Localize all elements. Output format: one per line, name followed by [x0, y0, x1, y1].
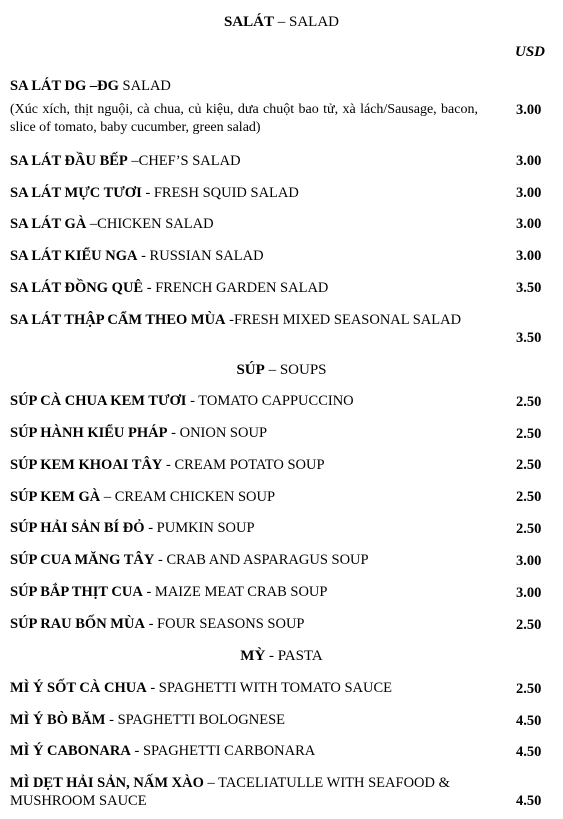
menu-item-dg-salad: SA LÁT DG –ĐG SALAD: [10, 78, 171, 94]
menu-item-taceliatulle-seafood: MÌ DẸT HẢI SẢN, NẤM XÀO – TACELIATULLE WITH SEAFOOD & MUSHROOM SAUCE: [10, 775, 450, 809]
menu-item-price: 2.50: [516, 681, 542, 697]
section-heading-soups: SÚP – SOUPS: [236, 362, 327, 378]
menu-item-crab-asparagus-soup: SÚP CUA MĂNG TÂY - CRAB AND ASPARAGUS SOUP: [10, 552, 369, 568]
menu-item-price: 3.00: [516, 153, 542, 169]
menu-item-tomato-cappuccino: SÚP CÀ CHUA KEM TƯƠI - TOMATO CAPPUCCINO: [10, 393, 354, 409]
section-heading-salad: SALÁT – SALAD: [223, 14, 340, 30]
currency-label: USD: [514, 44, 545, 60]
menu-item-cream-chicken-soup: SÚP KEM GÀ – CREAM CHICKEN SOUP: [10, 489, 276, 505]
menu-item-four-seasons-soup: SÚP RAU BỐN MÙA - FOUR SEASONS SOUP: [10, 616, 305, 632]
menu-item-seasonal-salad: SA LÁT THẬP CẨM THEO MÙA -FRESH MIXED SEASONAL SALAD: [10, 312, 462, 328]
menu-item-price: 3.50: [516, 280, 542, 296]
section-heading-pasta: MỲ - PASTA: [240, 648, 323, 664]
menu-item-price: 3.00: [516, 102, 542, 118]
menu-item-pumkin-soup: SÚP HẢI SẢN BÍ ĐỎ - PUMKIN SOUP: [10, 520, 255, 536]
menu-item-cream-potato-soup: SÚP KEM KHOAI TÂY - CREAM POTATO SOUP: [10, 457, 325, 473]
menu-item-spaghetti-bolognese: MÌ Ý BÒ BĂM - SPAGHETTI BOLOGNESE: [10, 712, 285, 728]
menu-item-price: 3.00: [516, 248, 542, 264]
menu-item-price: 4.50: [516, 713, 542, 729]
menu-item-price: 2.50: [516, 521, 542, 537]
menu-item-price: 3.00: [516, 585, 542, 601]
menu-item-spaghetti-tomato: MÌ Ý SỐT CÀ CHUA - SPAGHETTI WITH TOMATO SAUCE: [10, 680, 393, 696]
menu-item-price: 2.50: [516, 617, 542, 633]
menu-item-russian-salad: SA LÁT KIỂU NGA - RUSSIAN SALAD: [10, 248, 264, 264]
menu-item-onion-soup: SÚP HÀNH KIỂU PHÁP - ONION SOUP: [10, 425, 268, 441]
menu-item-maize-crab-soup: SÚP BẮP THỊT CUA - MAIZE MEAT CRAB SOUP: [10, 584, 328, 600]
menu-item-price: 3.00: [516, 216, 542, 232]
menu-item-price: 2.50: [516, 394, 542, 410]
menu-item-price: 2.50: [516, 426, 542, 442]
menu-item-price: 4.50: [516, 744, 542, 760]
menu-item-chicken-salad: SA LÁT GÀ –CHICKEN SALAD: [10, 216, 214, 232]
menu-item-chef-salad: SA LÁT ĐẦU BẾP –CHEF’S SALAD: [10, 153, 241, 169]
menu-item-french-garden-salad: SA LÁT ĐỒNG QUÊ - FRENCH GARDEN SALAD: [10, 280, 329, 296]
menu-item-price: 4.50: [516, 793, 542, 809]
menu-item-squid-salad: SA LÁT MỰC TƯƠI - FRESH SQUID SALAD: [10, 185, 299, 201]
menu-item-price: 2.50: [516, 489, 542, 505]
menu-item-price: 3.00: [516, 553, 542, 569]
menu-item-price: 2.50: [516, 457, 542, 473]
menu-item-description: (Xúc xích, thịt nguội, cà chua, củ kiệu, dưa chuột bao tử, xà lách/Sausage, bacon, slice of tomato, baby cucumber, green salad): [10, 102, 478, 135]
menu-item-spaghetti-carbonara: MÌ Ý CABONARA - SPAGHETTI CARBONARA: [10, 743, 316, 759]
menu-item-price: 3.00: [516, 185, 542, 201]
menu-item-price: 3.50: [516, 330, 542, 346]
